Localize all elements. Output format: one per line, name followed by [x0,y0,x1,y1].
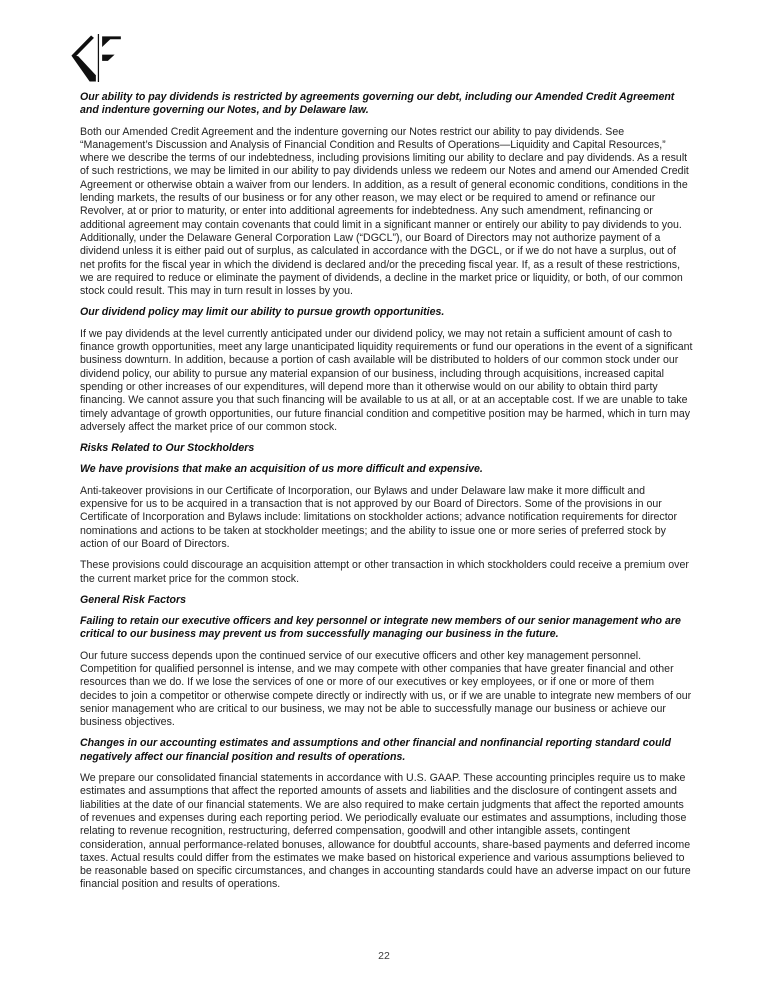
risk-heading: We have provisions that make an acquisition of us more difficult and expensive. [80,463,483,476]
risk-heading: Our ability to pay dividends is restricted by agreements governing our debt, including our Amended Credit Agreement and indenture governing our Notes, and by Delaware law. [80,91,675,117]
page-number: 22 [378,950,390,962]
paragraph: Both our Amended Credit Agreement and the indenture governing our Notes restrict our ability to pay dividends. See “Management’s Discussion and Analysis of Financial Condition and Results of Operations—Liquidity and Capital Resources,” where we describe the terms of our indebtedness, including provisions limiting our ability to declare and pay dividends. As a result of such restrictions, we may be limited in our ability to pay dividends unless we redeem our Notes and amend our Amended Credit Agreement or otherwise obtain a waiver from our lenders. In addition, as a result of general economic conditions, conditions in the lending markets, the results of our business or for any other reason, we may elect or be required to amend or refinance our Revolver, at or prior to maturity, or enter into additional agreements for indebtedness. Any such amendment, refinancing or additional agreement may contain covenants that could limit in a significant manner or entirely our ability to pay dividends to you. Additionally, under the Delaware General Corporation Law (“DGCL”), our Board of Directors may not authorize payment of a dividend unless it is either paid out of surplus, as calculated in accordance with the DGCL, or if we do not have a surplus, out of net profits for the fiscal year in which the dividend is declared and/or the preceding fiscal year. If, as a result of these restrictions, we are required to reduce or eliminate the payment of dividends, a decline in the market price or liquidity, or both, of our common stock could result. This may in turn result in losses by you. [80,125,689,298]
paragraph: These provisions could discourage an acquisition attempt or other transaction in which stockholders could receive a premium over the current market price for the common stock. [80,559,689,585]
risk-heading: Changes in our accounting estimates and assumptions and other financial and nonfinancial reporting standard could negatively affect our financial position and results of operations. [80,737,671,763]
section-heading: Risks Related to Our Stockholders [80,442,255,455]
section-heading: General Risk Factors [80,593,186,606]
korn-ferry-logo-icon [64,34,122,82]
paragraph: We prepare our consolidated financial statements in accordance with U.S. GAAP. These accounting principles require us to make estimates and assumptions that affect the reported amounts of assets and liabilities and the disclosure of contingent assets and liabilities at the date of our financial statements. We are also required to make certain judgments that affect the reported amounts of revenues and expenses during each reporting period. We periodically evaluate our estimates and assumptions, including those relating to revenue recognition, restructuring, deferred compensation, goodwill and other intangible assets, contingent consideration, annual performance-related bonuses, allowance for doubtful accounts, share-based payments and deferred income taxes. Actual results could differ from the estimates we make based on historical experience and various assumptions believed to be reasonable based on specific circumstances, and changes in accounting standards could have an adverse impact on our future financial position and results of operations. [80,772,691,891]
risk-factors-text [80,91,693,900]
paragraph: Anti-takeover provisions in our Certificate of Incorporation, our Bylaws and under Delaware law make it more difficult and expensive for us to be acquired in a transaction that is not approved by our Board of Directors. Some of the provisions in our Certificate of Incorporation and Bylaws include: limitations on stockholder actions; advance notification requirements for director nominations and actions to be taken at stockholder meetings; and the ability to issue one or more series of preferred stock by action of our Board of Directors. [80,484,678,550]
risk-heading: Failing to retain our executive officers and key personnel or integrate new members of our senior management who are critical to our business may prevent us from successfully managing our business in the future. [80,615,681,641]
risk-heading: Our dividend policy may limit our ability to pursue growth opportunities. [80,306,445,319]
paragraph: If we pay dividends at the level currently anticipated under our dividend policy, we may not retain a sufficient amount of cash to finance growth opportunities, meet any large unanticipated liquidity requirements or fund our operations in the event of a significant business downturn. In addition, because a portion of cash available will be distributed to holders of our common stock under our dividend policy, our ability to pursue any material expansion of our business, including through acquisitions, increased capital spending or other increases of our expenditures, will depend more than it otherwise would on our ability to obtain third party financing. We cannot assure you that such financing will be available to us at all, or at an acceptable cost. If we are unable to take timely advantage of growth opportunities, our future financial condition and competitive position may be harmed, which in turn may adversely affect the market price of our common stock. [80,327,693,433]
paragraph: Our future success depends upon the continued service of our executive officers and other key management personnel. Competition for qualified personnel is intense, and we may compete with other companies that have greater financial and other resources than we do. If we lose the services of one or more of our executives or key employees, or if one or more of them decides to join a competitor or otherwise compete directly or indirectly with us, or if we are unable to integrate new members of our senior management who are critical to our business, we may not be able to successfully manage our business or achieve our business objectives. [80,649,692,729]
